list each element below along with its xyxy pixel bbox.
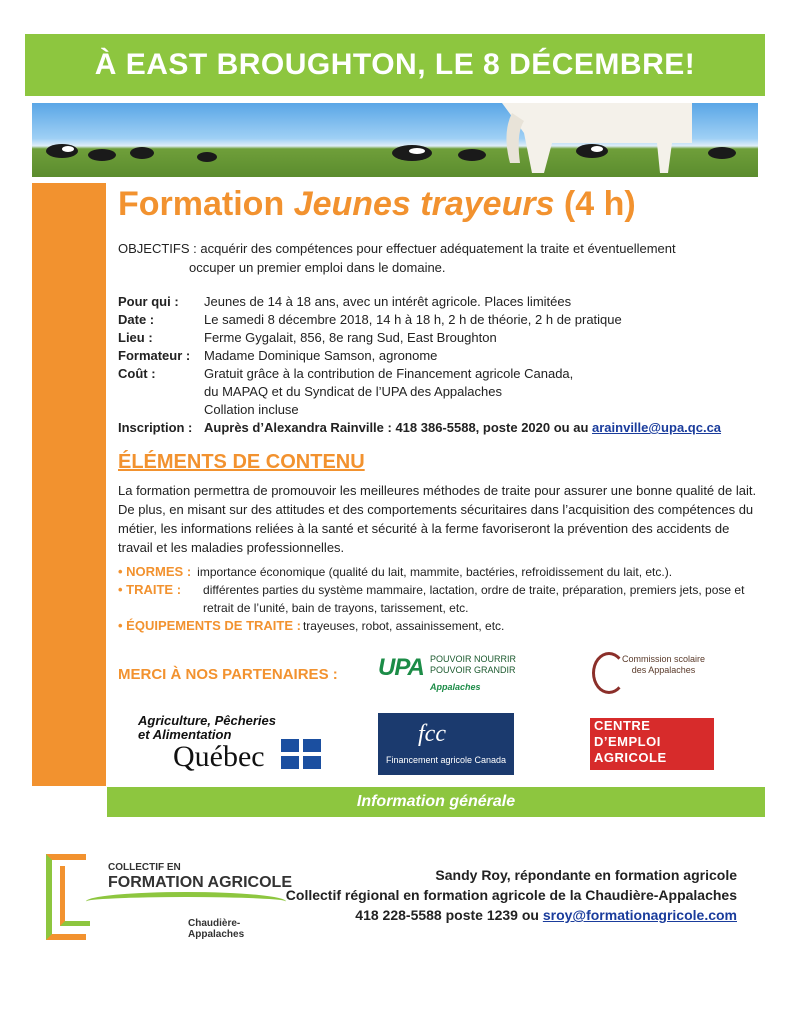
content-heading: ÉLÉMENTS DE CONTENU — [118, 451, 365, 473]
bullet-item — [118, 581, 768, 617]
bullet-key: • NORMES : — [118, 564, 192, 579]
title-prefix: Formation — [118, 185, 294, 223]
contact-name: Sandy Roy, répondante en formation agricole — [435, 867, 737, 883]
general-info-banner: Information générale — [107, 787, 765, 817]
quebec-logo — [138, 714, 338, 774]
cfa-line-1: COLLECTIF EN — [108, 862, 181, 873]
info-row — [118, 293, 764, 311]
upa-line-1: POUVOIR NOURRIR — [430, 654, 517, 664]
commission-scolaire-logo — [592, 652, 742, 698]
cows-photo — [32, 103, 758, 177]
info-label: Date : — [118, 312, 155, 327]
header-banner: À EAST BROUGHTON, LE 8 DÉCEMBRE! — [25, 34, 765, 96]
cows-illustration — [32, 103, 758, 177]
bullet-item — [118, 617, 768, 635]
contact-block — [286, 865, 737, 925]
cs-line-1: Commission scolaire — [622, 654, 706, 664]
info-row — [118, 365, 764, 383]
info-value: Le samedi 8 décembre 2018, 14 h à 18 h, 2 h de théorie, 2 h de pratique — [204, 312, 622, 327]
cea-line-3: AGRICOLE — [594, 750, 667, 765]
info-label: Pour qui : — [118, 294, 179, 309]
inscription-text: Auprès d’Alexandra Rainville : 418 386-5588, poste 2020 ou au — [204, 420, 593, 435]
quebec-name: Québec — [173, 740, 265, 773]
fcc-name: Financement agricole Canada — [385, 755, 507, 765]
info-value: Collation incluse — [204, 402, 299, 417]
bullet-desc: importance économique (qualité du lait, mammite, bactéries, refroidissement du lait, etc.). — [197, 565, 673, 579]
inscription-label: Inscription : — [118, 420, 193, 435]
title-suffix: (4 h) — [554, 185, 636, 223]
upa-region: Appalaches — [430, 682, 481, 692]
cfa-logo — [46, 846, 296, 942]
contact-org: Collectif régional en formation agricole de la Chaudière-Appalaches — [285, 887, 737, 903]
inscription-row — [118, 419, 764, 437]
contact-email-link[interactable]: sroy@formationagricole.com — [542, 907, 737, 923]
cfa-region: Chaudière-Appalaches — [188, 918, 245, 940]
info-value: Gratuit grâce à la contribution de Financement agricole Canada, — [204, 366, 574, 381]
info-label — [118, 401, 204, 419]
info-value: du MAPAQ et du Syndicat de l’UPA des Appalaches — [204, 384, 502, 399]
course-info — [118, 293, 764, 437]
info-row — [118, 311, 764, 329]
title-italic: Jeunes trayeurs — [293, 185, 555, 223]
info-row — [118, 383, 764, 401]
cs-emblem-icon — [592, 652, 626, 694]
content-paragraph: La formation permettra de promouvoir les meilleures méthodes de traite pour assurer une bonne qualité de lait. De plus, en misant sur des attitudes et des comportements sécuritaires dans l’acquisition des compétences du métier, les informations reliées à la santé et sécurité à la ferme favoriseront la prévention des accidents de travail et les maladies professionnelles. — [118, 483, 757, 555]
cs-line-2: des Appalaches — [631, 665, 696, 675]
info-row — [118, 401, 764, 419]
quebec-line-2: et Alimentation — [138, 727, 232, 742]
bullet-desc: trayeuses, robot, assainissement, etc. — [302, 619, 505, 633]
cfa-swoosh-icon — [86, 892, 286, 911]
page-title — [118, 185, 636, 224]
inscription-email-link[interactable]: arainville@upa.qc.ca — [592, 420, 722, 435]
info-value: Madame Dominique Samson, agronome — [204, 348, 438, 363]
cea-line-1: CENTRE — [594, 718, 651, 733]
info-value: Ferme Gygalait, 856, 8e rang Sud, East Broughton — [204, 330, 497, 345]
fcc-mark: fcc — [418, 721, 446, 747]
cfa-inner-bracket-icon — [60, 866, 90, 926]
objectives-line-1: OBJECTIFS : acquérir des compétences pour effectuer adéquatement la traite et éventuellement — [118, 241, 676, 256]
partners-heading: MERCI À NOS PARTENAIRES : — [118, 666, 338, 683]
info-label: Coût : — [118, 366, 156, 381]
upa-mark: UPA — [378, 654, 424, 681]
bullet-key: • ÉQUIPEMENTS DE TRAITE : — [118, 618, 301, 633]
upa-logo — [378, 652, 538, 694]
centre-emploi-agricole-logo — [590, 718, 714, 770]
info-value: Jeunes de 14 à 18 ans, avec un intérêt agricole. Places limitées — [204, 294, 572, 309]
cea-line-2: D’EMPLOI — [594, 734, 661, 749]
cfa-line-2: FORMATION AGRICOLE — [108, 874, 292, 891]
fcc-logo — [378, 713, 514, 775]
content-bullets — [118, 563, 768, 635]
quebec-line-1: Agriculture, Pêcheries — [138, 713, 276, 728]
upa-line-2: POUVOIR GRANDIR — [430, 665, 516, 675]
bullet-key: • TRAITE : — [118, 582, 182, 597]
quebec-flag-icon — [281, 739, 321, 769]
contact-phone: 418 228-5588 poste 1239 ou — [355, 907, 543, 923]
info-row — [118, 329, 764, 347]
info-row — [118, 347, 764, 365]
info-label: Formateur : — [118, 348, 191, 363]
bullet-desc: différentes parties du système mammaire, lactation, ordre de traite, préparation, premiers jets, pose et retrait de l’unité, bain de trayons, tarissement, etc. — [203, 583, 745, 615]
objectives — [118, 239, 758, 277]
bullet-item — [118, 563, 768, 581]
info-label — [118, 383, 204, 401]
info-label: Lieu : — [118, 330, 153, 345]
orange-sidebar — [32, 183, 106, 786]
objectives-line-2: occuper un premier emploi dans le domaine. — [189, 260, 446, 275]
